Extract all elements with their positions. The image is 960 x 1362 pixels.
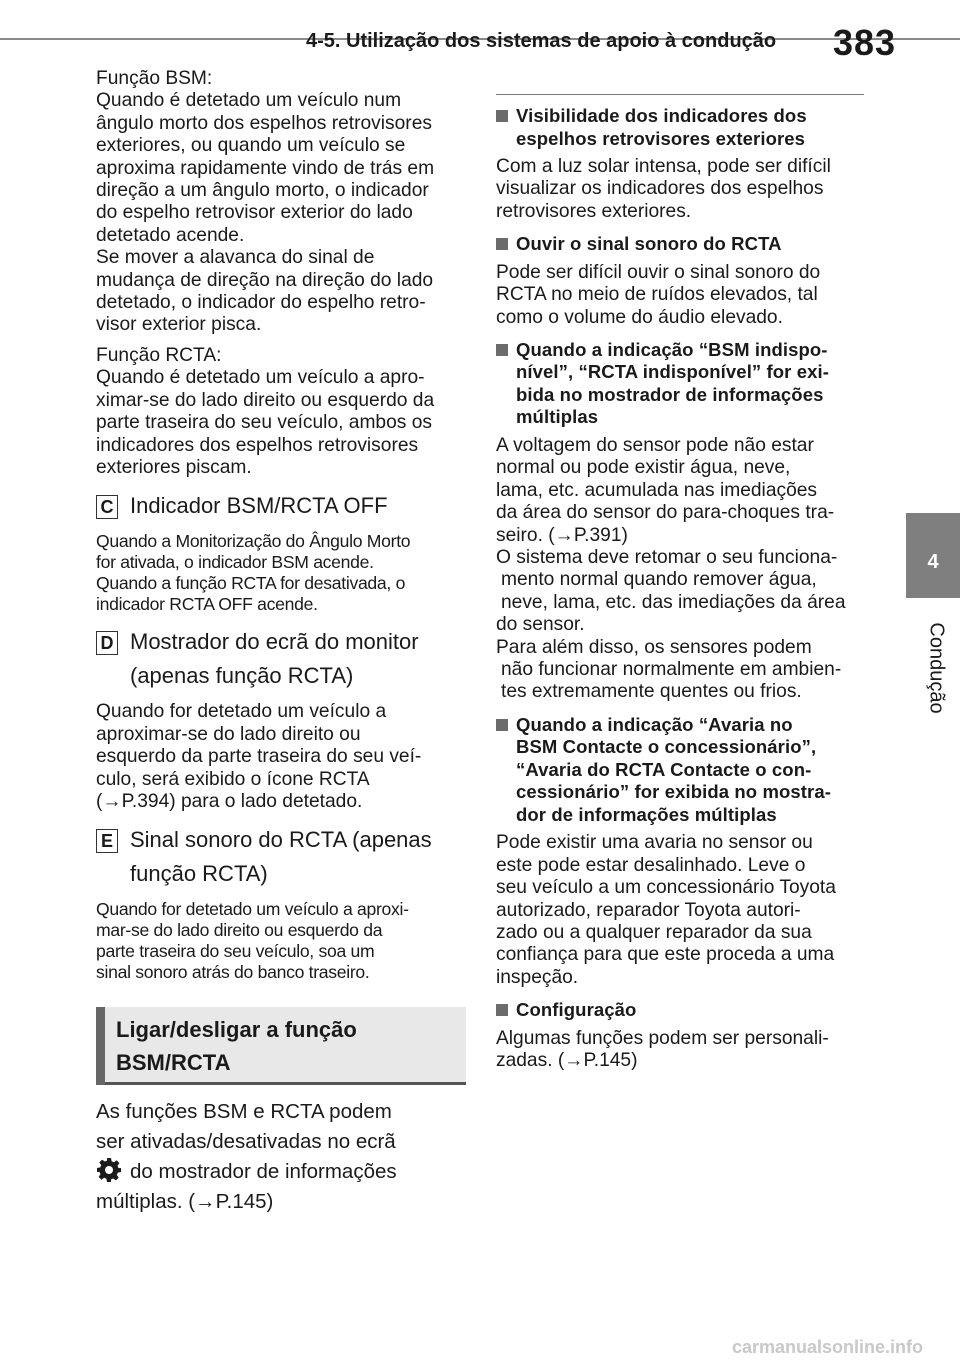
- note-body: [496, 156, 866, 223]
- text-line: Pode existir uma avaria no sensor ou: [496, 832, 813, 854]
- heading-line: Visibilidade dos indicadores dos: [516, 105, 807, 126]
- square-bullet-icon: [496, 110, 508, 122]
- note-heading-text: [516, 339, 829, 429]
- text-line: Para além disso, os sensores podem: [496, 636, 812, 658]
- heading-line: Quando a indicação “Avaria no: [516, 713, 793, 735]
- note-heading: [496, 714, 866, 827]
- text-line: detetado, o indicador do espelho retro-: [96, 292, 426, 314]
- note-body: [496, 832, 866, 989]
- text-line: exteriores piscam.: [96, 456, 252, 478]
- text-line: for ativada, o indicador BSM acende.: [96, 552, 374, 573]
- section-title: [116, 1013, 357, 1079]
- text-line: zado ou a qualquer reparador da sua: [496, 921, 812, 943]
- letter-label: E: [96, 829, 118, 853]
- note-heading-text: [516, 999, 636, 1022]
- page-reference: seiro. (→P.391): [496, 524, 628, 546]
- heading-line: Configuração: [516, 999, 637, 1021]
- note-heading: [496, 339, 866, 429]
- text-line: Se mover a alavanca do sinal de: [96, 247, 375, 269]
- text-line: parte traseira do seu veículo, ambos os: [96, 412, 432, 434]
- text-line: Função RCTA:: [96, 344, 222, 366]
- text-line: do sensor.: [496, 614, 585, 636]
- text-line: Função BSM:: [96, 68, 213, 89]
- text-line: parte traseira do seu veículo, soa um: [96, 941, 375, 962]
- text-line: não funcionar normalmente em ambien-: [501, 659, 842, 680]
- text-line: exteriores, ou quando um veículo se: [96, 135, 406, 157]
- note-body: [496, 435, 866, 704]
- left-column: [96, 68, 466, 1217]
- text-line: inspeção.: [496, 966, 579, 988]
- chapter-number: 4: [927, 551, 939, 573]
- text-line: culo, será exibido o ícone RCTA: [96, 768, 370, 790]
- text-line: indicador RCTA OFF acende.: [96, 594, 318, 615]
- text-line: aproximar-se do lado direito ou: [96, 723, 361, 745]
- watermark-text: carmanualsonline.info: [732, 1337, 924, 1357]
- text-line: autorizado, reparador Toyota autori-: [496, 899, 801, 921]
- page-number: 383: [833, 22, 897, 63]
- item-e-text: [96, 899, 466, 983]
- text-line: RCTA no meio de ruídos elevados, tal: [496, 284, 818, 306]
- item-c-heading: [96, 493, 466, 523]
- title-line: função RCTA): [130, 861, 268, 887]
- page-header-title: 4-5. Utilização dos sistemas de apoio à condução: [306, 30, 777, 52]
- section-accent-bar: [96, 1007, 105, 1085]
- text-line: mento normal quando remover água,: [501, 569, 817, 591]
- item-d-text: [96, 701, 466, 813]
- square-bullet-icon: [496, 719, 508, 731]
- text-line: confiança para que este proceda a uma: [496, 944, 835, 966]
- right-column: [496, 94, 866, 1080]
- text-line: mudança de direção na direção do lado: [96, 269, 434, 291]
- page-reference: zadas. (→P.145): [496, 1050, 638, 1072]
- title-line: (apenas função RCTA): [130, 663, 354, 689]
- text-line: da área do sensor do para-choques tra-: [496, 502, 835, 524]
- letter-label: C: [96, 495, 118, 519]
- item-title: [130, 625, 419, 693]
- note-body: [496, 1028, 866, 1073]
- text-line: Quando a Monitorização do Ângulo Morto: [96, 531, 411, 552]
- text-line: retrovisores exteriores.: [496, 200, 692, 222]
- text-line: do espelho retrovisor exterior do lado: [96, 202, 413, 224]
- text-line: visualizar os indicadores dos espelhos: [496, 178, 824, 200]
- heading-line: Quando a indicação “BSM indispo-: [516, 338, 828, 360]
- item-d-heading: [96, 629, 466, 693]
- text-line: Quando for detetado um veículo a: [96, 701, 387, 723]
- text-line: ângulo morto dos espelhos retrovisores: [96, 112, 432, 134]
- text-line: esquerdo da parte traseira do seu veí-: [96, 746, 422, 768]
- bsm-paragraph: [96, 68, 466, 337]
- text-line: lama, etc. acumulada nas imediações: [496, 479, 818, 501]
- text-line: Pode ser difícil ouvir o sinal sonoro do: [496, 261, 821, 283]
- chapter-label: [923, 618, 949, 718]
- square-bullet-icon: [496, 238, 508, 250]
- note-heading-text: [516, 714, 831, 827]
- note-heading: [496, 105, 866, 150]
- text-line: indicadores dos espelhos retrovisores: [96, 434, 419, 456]
- text-line: O sistema deve retomar o seu funciona-: [496, 546, 838, 568]
- text-line: Quando é detetado um veículo a apro-: [96, 367, 425, 389]
- chapter-label-text: Condução: [925, 622, 948, 714]
- text-line: ximar-se do lado direito ou esquerdo da: [96, 389, 435, 411]
- text-line: como o volume do áudio elevado.: [496, 306, 783, 328]
- title-line: Mostrador do ecrã do monitor: [130, 629, 419, 655]
- note-body: [496, 262, 866, 329]
- note-heading: [496, 999, 866, 1022]
- heading-line: espelhos retrovisores exteriores: [516, 127, 806, 149]
- text-line: detetado acende.: [96, 224, 245, 246]
- text-line: múltiplas. (→P.145): [96, 1190, 274, 1214]
- heading-line: dor de informações múltiplas: [516, 803, 777, 825]
- note-heading: [496, 233, 866, 256]
- text-line: visor exterior pisca.: [96, 314, 262, 336]
- text-line: sinal sonoro atrás do banco traseiro.: [96, 962, 370, 983]
- text-line: este pode estar desalinhado. Leve o: [496, 854, 806, 876]
- text-line: aproxima rapidamente vindo de trás em: [96, 157, 435, 179]
- note-heading-text: [516, 105, 807, 150]
- heading-line: “Avaria do RCTA Contacte o con-: [516, 758, 812, 780]
- text-line: normal ou pode existir água, neve,: [496, 457, 791, 479]
- text-line: A voltagem do sensor pode não estar: [496, 434, 814, 456]
- page-reference: (→P.394) para o lado detetado.: [96, 790, 363, 812]
- letter-label: D: [96, 631, 118, 655]
- gear-icon: [96, 1157, 122, 1183]
- text-line: mar-se do lado direito ou esquerdo da: [96, 920, 383, 941]
- square-bullet-icon: [496, 1004, 508, 1016]
- text-line: Quando a função RCTA for desativada, o: [96, 573, 406, 594]
- text-line: Algumas funções podem ser personali-: [496, 1027, 829, 1049]
- closing-paragraph: [96, 1097, 466, 1217]
- text-line: Com a luz solar intensa, pode ser difícil: [496, 156, 831, 177]
- item-title: [130, 823, 432, 891]
- heading-line: múltiplas: [516, 406, 599, 428]
- title-line: Ligar/desligar a função: [116, 1017, 357, 1043]
- heading-line: BSM Contacte o concessionário”,: [516, 736, 817, 758]
- item-e-heading: [96, 827, 466, 891]
- note-heading-text: [516, 233, 782, 256]
- text-fragment: do mostrador de informações: [130, 1160, 397, 1184]
- title-line: Sinal sonoro do RCTA (apenas: [130, 827, 432, 853]
- text-line: Quando for detetado um veículo a aproxi-: [96, 899, 409, 920]
- item-title: Indicador BSM/RCTA OFF: [130, 493, 388, 519]
- text-line: direção a um ângulo morto, o indicador: [96, 180, 429, 202]
- text-line: Quando é detetado um veículo num: [96, 90, 402, 112]
- text-line: seu veículo a um concessionário Toyota: [496, 877, 836, 899]
- text-line: tes extremamente quentes ou frios.: [501, 681, 802, 703]
- text-line: ser ativadas/desativadas no ecrã: [96, 1130, 396, 1154]
- heading-line: bida no mostrador de informações: [516, 383, 824, 405]
- text-line: neve, lama, etc. das imediações da área: [501, 591, 846, 613]
- title-line: BSM/RCTA: [116, 1050, 231, 1076]
- text-line: [96, 1157, 466, 1187]
- column-rule: [496, 94, 864, 95]
- item-c-text: [96, 531, 466, 615]
- heading-line: nível”, “RCTA indisponível” for exi-: [516, 361, 829, 383]
- heading-line: cessionário” for exibida no mostra-: [516, 781, 831, 803]
- section-heading-box: [96, 1007, 466, 1085]
- text-line: As funções BSM e RCTA podem: [96, 1100, 392, 1124]
- heading-line: Ouvir o sinal sonoro do RCTA: [516, 233, 782, 255]
- square-bullet-icon: [496, 344, 508, 356]
- rcta-paragraph: [96, 345, 466, 479]
- chapter-tab: [906, 513, 960, 598]
